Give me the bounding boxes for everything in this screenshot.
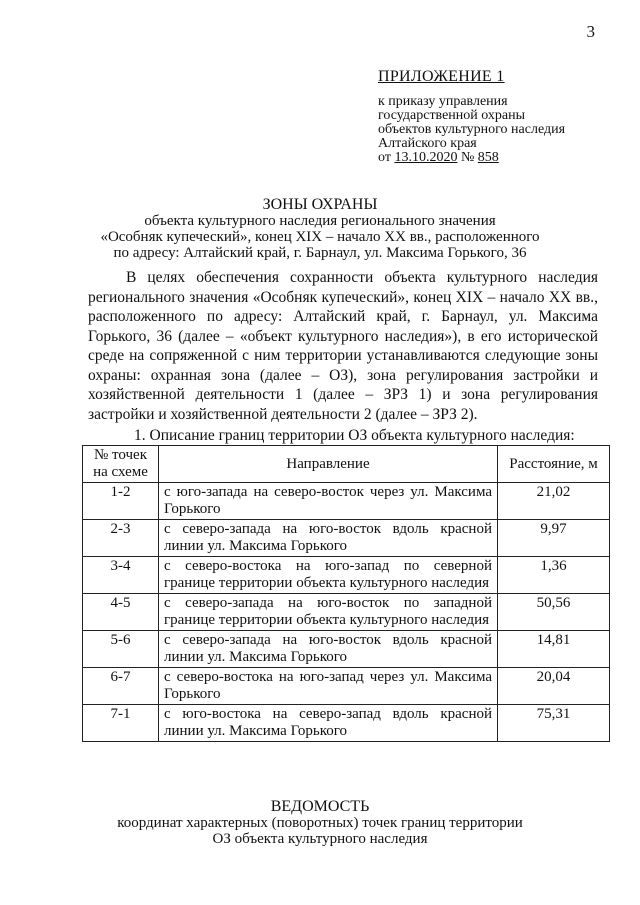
cell-points: 5-6 (83, 631, 159, 668)
order-date: 13.10.2020 (394, 150, 458, 165)
table-row (83, 520, 610, 557)
appendix-line-4: Алтайского края (378, 136, 477, 151)
statement-line-1: координат характерных (поворотных) точек границ территории (117, 815, 523, 831)
number-prefix: № (457, 150, 478, 165)
title-line-1: ЗОНЫ ОХРАНЫ (262, 196, 378, 213)
statement-line-2: ОЗ объекта культурного наследия (212, 831, 428, 847)
cell-direction: с юго-востока на северо-запад вдоль красной линии ул. Максима Горького (159, 705, 498, 742)
header-direction: Направление (159, 446, 498, 483)
cell-distance: 1,36 (498, 557, 610, 594)
table-row (83, 594, 610, 631)
intro-paragraph: В целях обеспечения сохранности объекта культурного наследия регионального значения «Особняк купеческий», конец XIX – начало XX вв., расположенного по адресу: Алтайский край, г. Барнаул, ул. Максима Горького, 36 (далее – «объект культурного наследия»), в его исторической среде на сопряженной с ним территории устанавливаются следующие зоны охраны: охранная зона (далее – ОЗ), зона регулирования застройки и хозяйственной деятельности 1 (далее – ЗРЗ 1) и зона регулирования застройки и хозяйственной деятельности 2 (далее – ЗРЗ 2). (88, 269, 598, 423)
cell-points: 2-3 (83, 520, 159, 557)
cell-points: 3-4 (83, 557, 159, 594)
cell-distance: 50,56 (498, 594, 610, 631)
header-distance: Расстояние, м (498, 446, 610, 483)
date-prefix: от (378, 150, 395, 165)
document-title (0, 196, 640, 261)
table-row (83, 631, 610, 668)
cell-direction: с северо-востока на юго-запад через ул. Максима Горького (159, 668, 498, 705)
table-row (83, 668, 610, 705)
title-line-2: объекта культурного наследия регионального значения (144, 213, 496, 229)
statement-heading: ВЕДОМОСТЬ (270, 798, 370, 815)
appendix-line-3: объектов культурного наследия (378, 122, 566, 137)
table-caption: 1. Описание границ территории ОЗ объекта культурного наследия: (134, 427, 575, 444)
appendix-line-1: к приказу управления (378, 94, 508, 109)
cell-distance: 21,02 (498, 483, 610, 520)
cell-distance: 14,81 (498, 631, 610, 668)
appendix-block (378, 68, 628, 165)
cell-distance: 20,04 (498, 668, 610, 705)
order-number: 858 (477, 150, 499, 165)
table-row (83, 705, 610, 742)
cell-direction: с северо-запада на юго-восток по западной границе территории объекта культурного наследия (159, 594, 498, 631)
appendix-line-2: государственной охраны (378, 108, 526, 123)
table-header-row (83, 446, 610, 483)
boundary-table (82, 445, 610, 742)
cell-points: 4-5 (83, 594, 159, 631)
table-row (83, 483, 610, 520)
cell-distance: 9,97 (498, 520, 610, 557)
appendix-heading: ПРИЛОЖЕНИЕ 1 (378, 68, 505, 85)
cell-points: 6-7 (83, 668, 159, 705)
cell-points: 7-1 (83, 705, 159, 742)
cell-direction: с юго-запада на северо-восток через ул. Максима Горького (159, 483, 498, 520)
title-line-4: по адресу: Алтайский край, г. Барнаул, ул. Максима Горького, 36 (113, 245, 527, 261)
order-date-line (378, 151, 628, 165)
table-row (83, 557, 610, 594)
cell-distance: 75,31 (498, 705, 610, 742)
cell-direction: с северо-запада на юго-восток вдоль красной линии ул. Максима Горького (159, 520, 498, 557)
header-points: № точек на схеме (83, 446, 159, 483)
title-line-3: «Особняк купеческий», конец XIX – начало XX вв., расположенного (100, 229, 540, 245)
page-number: 3 (586, 22, 595, 41)
cell-direction: с северо-запада на юго-восток вдоль красной линии ул. Максима Горького (159, 631, 498, 668)
cell-direction: с северо-востока на юго-запад по северной границе территории объекта культурного наследия (159, 557, 498, 594)
statement-block (0, 799, 640, 847)
cell-points: 1-2 (83, 483, 159, 520)
